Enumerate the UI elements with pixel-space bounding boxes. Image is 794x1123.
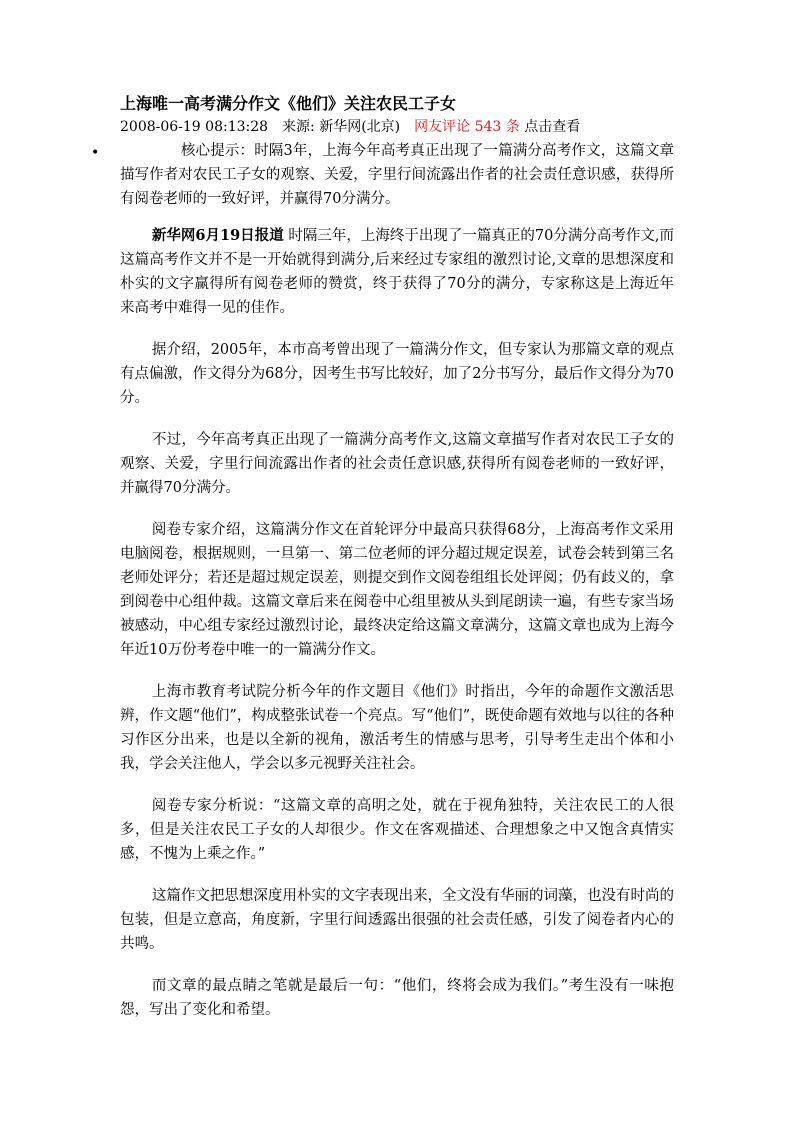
comments-link[interactable]: 网友评论 543 条 [414,119,520,135]
lead-text: 时隔三年，上海终于出现了一篇真正的70分满分高考作文,而这篇高考作文并不是一开始就得到满分,后来经过专家组的激烈讨论,文章的思想深度和朴实的文字赢得所有阅卷老师的赞赏，终于获得了70分的满分，专家称这是上海近年来高考中难得一见的佳作。 [120,228,674,316]
view-comments-link[interactable]: 点击查看 [524,119,581,135]
body-paragraph: 上海市教育考试院分析今年的作文题目《他们》时指出，今年的命题作文激活思辨，作文题“他们”，构成整张试卷一个亮点。写“他们”，既使命题有效地与以往的各种习作区分出来，也是以全新的视角，激活考生的情感与思考，引导考生走出个体和小我，学会关注他人，学会以多元视野关注社会。 [120,684,674,772]
lead-paragraph [120,224,674,320]
body-paragraph: 这篇作文把思想深度用朴实的文字表现出来，全文没有华丽的词藻，也没有时尚的包装，但是立意高，角度新，字里行间透露出很强的社会责任感，引发了阅卷者内心的共鸣。 [120,888,674,952]
body-paragraph: 据介绍，2005年，本市高考曾出现了一篇满分作文，但专家认为那篇文章的观点有点偏激，作文得分为68分，因考生书写比较好，加了2分书写分，最后作文得分为70分。 [120,342,674,406]
article-body [120,224,674,1040]
summary-bullet: • [91,145,100,161]
article-meta [120,117,580,137]
source-label: 来源: 新华网(北京) [282,119,401,135]
body-paragraph: 而文章的最点睛之笔就是最后一句：“他们，终将会成为我们。”考生没有一味抱怨，写出了变化和希望。 [120,978,674,1018]
article-summary: 核心提示：时隔3年，上海今年高考真正出现了一篇满分高考作文，这篇文章描写作者对农民工子女的观察、关爱，字里行间流露出作者的社会责任意识感，获得所有阅卷老师的一致好评，并赢得70分满分。 [120,143,674,207]
body-paragraph: 阅卷专家介绍，这篇满分作文在首轮评分中最高只获得68分，上海高考作文采用电脑阅卷，根据规则，一旦第一、第二位老师的评分超过规定误差，试卷会转到第三名老师处评分；若还是超过规定误差，则提交到作文阅卷组组长处评阅；仍有歧义的，拿到阅卷中心组仲裁。这篇文章后来在阅卷中心组里被从头到尾朗读一遍，有些专家当场被感动，中心组专家经过激烈讨论，最终决定给这篇文章满分，这篇文章也成为上海今年近10万份考卷中唯一的一篇满分作文。 [120,522,674,658]
dateline: 新华网6月19日报道 [151,227,284,244]
body-paragraph: 阅卷专家分析说：“这篇文章的高明之处，就在于视角独特，关注农民工的人很多，但是关注农民工子女的人却很少。作文在客观描述、合理想象之中又饱含真情实感，不愧为上乘之作。” [120,798,674,862]
publish-timestamp: 2008-06-19 08:13:28 [120,119,269,135]
article-title: 上海唯一高考满分作文《他们》关注农民工子女 [120,94,457,113]
body-paragraph: 不过，今年高考真正出现了一篇满分高考作文,这篇文章描写作者对农民工子女的观察、关爱，字里行间流露出作者的社会责任意识感,获得所有阅卷老师的一致好评，并赢得70分满分。 [120,432,674,496]
